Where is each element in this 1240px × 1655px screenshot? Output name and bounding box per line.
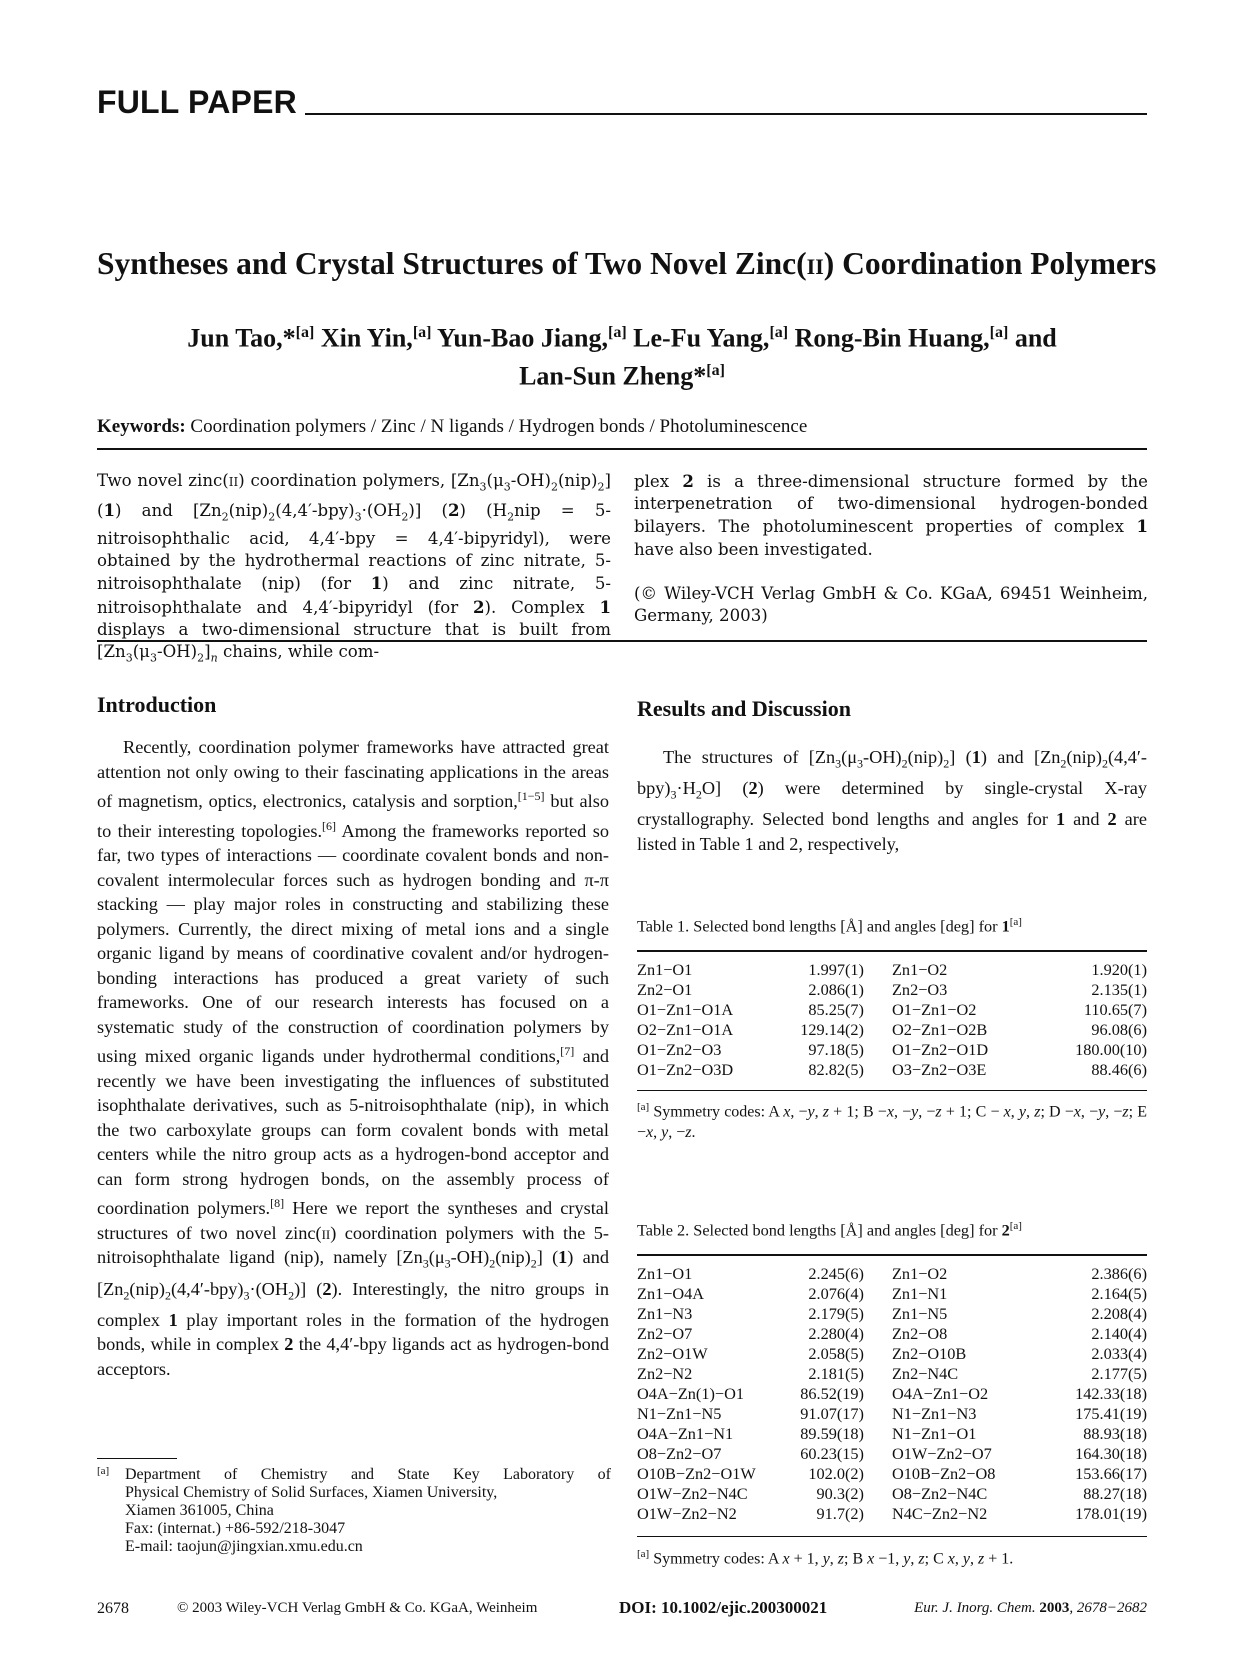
bond-value: 142.33(18) [1075, 1384, 1147, 1403]
bond-label: O10B−Zn2−O8 [891, 1464, 996, 1483]
bond-label: O1−Zn2−O3 [637, 1040, 722, 1059]
table-row [637, 1040, 1147, 1060]
bond-value: 91.07(17) [800, 1404, 864, 1423]
bond-value: 1.920(1) [1091, 960, 1147, 979]
table-row [637, 1444, 1147, 1464]
rule-top [97, 448, 1147, 450]
footnote-marker: [a] [97, 1465, 110, 1477]
bond-value: 129.14(2) [800, 1020, 864, 1039]
keywords [97, 416, 1147, 438]
keywords-text: Coordination polymers / Zinc / N ligands / Hydrogen bonds / Photoluminescence [190, 416, 808, 437]
bond-label: Zn2−O1 [637, 980, 693, 999]
table-row [637, 1284, 1147, 1304]
author-list [97, 317, 1147, 392]
bond-value: 2.179(5) [808, 1304, 864, 1323]
abstract-copyright: (© Wiley-VCH Verlag GmbH & Co. KGaA, 69451 Weinheim, Germany, 2003) [634, 583, 1148, 626]
table-row [637, 1424, 1147, 1444]
bond-value: 89.59(18) [800, 1424, 864, 1443]
table-row [637, 1464, 1147, 1484]
footnote-line-4: Fax: (internat.) +86-592/218-3047 [125, 1520, 346, 1537]
bond-label: Zn1−O1 [637, 1264, 693, 1283]
paper-title: Syntheses and Crystal Structures of Two Novel Zinc(ii) Coordination Polymers [97, 246, 1157, 281]
table2 [637, 1264, 1147, 1524]
bond-value: 2.386(6) [1091, 1264, 1147, 1283]
bond-label: O1W−Zn2−N2 [637, 1504, 737, 1523]
bond-label: Zn2−O8 [891, 1324, 948, 1343]
bond-value: 2.245(6) [808, 1264, 864, 1283]
bond-label: O1W−Zn2−N4C [637, 1484, 748, 1503]
bond-label: Zn1−O4A [637, 1284, 705, 1303]
table2-note: [a] Symmetry codes: A x + 1, y, z; B x −1, y, z; C x, y, z + 1. [637, 1548, 1014, 1568]
table-row [637, 1344, 1147, 1364]
bond-value: 97.18(5) [808, 1040, 864, 1059]
results-heading: Results and Discussion [637, 696, 851, 721]
bond-value: 180.00(10) [1075, 1040, 1147, 1059]
bond-value: 88.93(18) [1083, 1424, 1147, 1443]
doi-link[interactable]: DOI: 10.1002/ejic.200300021 [619, 1598, 828, 1617]
journal-citation: Eur. J. Inorg. Chem. 2003, 2678−2682 [914, 1600, 1147, 1616]
table2-rule-top [637, 1254, 1147, 1256]
running-header [97, 78, 1147, 118]
bond-value: 2.181(5) [808, 1364, 864, 1383]
bond-label: Zn1−O2 [891, 1264, 948, 1283]
bond-label: O8−Zn2−O7 [637, 1444, 722, 1463]
bond-value: 88.27(18) [1083, 1484, 1147, 1503]
table1-caption: Table 1. Selected bond lengths [Å] and angles [deg] for 1[a] [637, 916, 1022, 936]
bond-label: O4A−Zn1−N1 [637, 1424, 734, 1443]
abstract-col-1: Two novel zinc(ii) coordination polymers, $[Zn_3(\mu_3-OH)_2(nip)_2]$ (1) and $[Zn_2(nip)_2(4,4'-bpy)_3\cdot(OH_2)]$ (2) ($H_2nip$ = 5-nitroisophthalic acid, 4,4′-bpy = 4,4′-bipyridyl), were obtained by the hydrothermal reactions of zinc nitrate, 5-nitroisophthalate (nip) (for 1) and zinc nitrate, 5-nitroisophthalate and 4,4′-bipyridyl (for 2). Complex 1 displays a two-dimensional structure that is built from $[Zn_3(\mu_3-OH)_2]_n$ chains, while com- [97, 471, 612, 665]
bond-value: 2.280(4) [808, 1324, 864, 1343]
table-row [637, 1404, 1147, 1424]
bond-label: Zn2−N2 [637, 1364, 693, 1383]
section-label: FULL PAPER [97, 84, 297, 120]
table-row [637, 960, 1147, 980]
bond-label: Zn2−N4C [891, 1364, 959, 1383]
bond-label: Zn1−O2 [891, 960, 948, 979]
page-number: 2678 [97, 1600, 129, 1617]
table-row [637, 980, 1147, 1000]
bond-value: 2.177(5) [1091, 1364, 1147, 1383]
bond-label: Zn1−N3 [637, 1304, 693, 1323]
bond-value: 175.41(19) [1075, 1404, 1147, 1423]
bond-label: N1−Zn1−O1 [891, 1424, 977, 1443]
bond-label: O1−Zn2−O3D [637, 1060, 734, 1079]
abstract-col-2: plex 2 is a three-dimensional structure formed by the interpenetration of two-dimensional hydrogen-bonded bilayers. The photoluminescent properties of complex 1 have also been investigated. (© Wiley-VCH Verlag GmbH & Co. KGaA, 69451 Weinheim, Germany, 2003) [634, 470, 1148, 627]
introduction-heading: Introduction [97, 692, 217, 717]
table-row [637, 1060, 1147, 1080]
bond-value: 2.086(1) [808, 980, 864, 999]
table1-rule-top [637, 950, 1147, 952]
table2-rule-bottom [637, 1536, 1147, 1537]
bond-value: 85.25(7) [808, 1000, 864, 1019]
bond-label: O2−Zn1−O1A [637, 1020, 734, 1039]
footnote-line-1: Department of Chemistry and State Key Laboratory of [125, 1466, 611, 1483]
bond-value: 2.208(4) [1091, 1304, 1147, 1323]
table1-note: [a] Symmetry codes: A x, −y, z + 1; B −x, −y, −z + 1; C − x, y, z; D −x, −y, −z; E −x, y, −z. [637, 1101, 1148, 1142]
bond-label: O8−Zn2−N4C [891, 1484, 988, 1503]
footnote-email[interactable]: E-mail: taojun@jingxian.xmu.edu.cn [125, 1538, 363, 1555]
bond-value: 153.66(17) [1075, 1464, 1147, 1483]
table2-caption: Table 2. Selected bond lengths [Å] and angles [deg] for 2[a] [637, 1220, 1022, 1240]
bond-value: 90.3(2) [816, 1484, 864, 1503]
bond-value: 102.0(2) [808, 1464, 864, 1483]
header-rule [305, 113, 1147, 115]
bond-value: 82.82(5) [808, 1060, 864, 1079]
footnote-rule [97, 1458, 177, 1459]
table1 [637, 960, 1147, 1080]
bond-label: Zn1−O1 [637, 960, 693, 979]
bond-value: 178.01(19) [1075, 1504, 1147, 1523]
bond-value: 1.997(1) [808, 960, 864, 979]
bond-label: O2−Zn1−O2B [891, 1020, 988, 1039]
bond-label: Zn1−N1 [891, 1284, 948, 1303]
bond-value: 2.140(4) [1091, 1324, 1147, 1343]
bond-value: 110.65(7) [1083, 1000, 1147, 1019]
table-row [637, 1324, 1147, 1344]
affiliation-footnote [97, 1466, 611, 1556]
bond-value: 2.076(4) [808, 1284, 864, 1303]
table-row [637, 1264, 1147, 1284]
table-row [637, 1364, 1147, 1384]
footnote-line-3: Xiamen 361005, China [125, 1502, 274, 1519]
bond-value: 2.164(5) [1091, 1284, 1147, 1303]
bond-label: O3−Zn2−O3E [891, 1060, 987, 1079]
bond-label: Zn2−O3 [891, 980, 948, 999]
bond-value: 2.033(4) [1091, 1344, 1147, 1363]
bond-label: O1−Zn2−O1D [891, 1040, 989, 1059]
bond-label: O4A−Zn1−O2 [891, 1384, 989, 1403]
bond-label: N1−Zn1−N3 [891, 1404, 977, 1423]
rule-abstract [97, 640, 1147, 642]
bond-value: 91.7(2) [816, 1504, 864, 1523]
table-row [637, 1304, 1147, 1324]
author-line-2: Lan-Sun Zheng*[a] [519, 361, 725, 391]
bond-label: Zn2−O7 [637, 1324, 693, 1343]
bond-label: N4C−Zn2−N2 [891, 1504, 988, 1523]
table-row [637, 1384, 1147, 1404]
bond-value: 96.08(6) [1091, 1020, 1147, 1039]
table-row [637, 1000, 1147, 1020]
table-row [637, 1020, 1147, 1040]
bond-label: N1−Zn1−N5 [637, 1404, 722, 1423]
bond-label: Zn2−O10B [891, 1344, 967, 1363]
bond-label: Zn1−N5 [891, 1304, 948, 1323]
bond-value: 2.058(5) [808, 1344, 864, 1363]
bond-label: O1W−Zn2−O7 [891, 1444, 992, 1463]
results-text: The structures of $[Zn_3(\mu_3-OH)_2(nip)_2]$ (1) and $[Zn_2(nip)_2(4,4'-bpy)_3\cdot H_2O]$ (2) were determined by single-crystal X-ray crystallography. Selected bond lengths and angles for 1 and 2 are listed in Table 1 and 2, respectively, [637, 747, 1147, 854]
keywords-label: Keywords: [97, 416, 186, 437]
bond-label: O10B−Zn2−O1W [637, 1464, 756, 1483]
table1-rule-bottom [637, 1090, 1147, 1091]
bond-value: 60.23(15) [800, 1444, 864, 1463]
footer-copyright: © 2003 Wiley-VCH Verlag GmbH & Co. KGaA, Weinheim [177, 1600, 538, 1616]
introduction-text: Recently, coordination polymer frameworks have attracted great attention not only owing to their fascinating applications in the areas of magnetism, optics, electronics, catalysis and sorption,[1−5] but also to their interesting topologies.[6] Among the frameworks reported so far, two types of interactions — coordinate covalent bonds and non-covalent intermolecular forces such as hydrogen bonding and π-π stacking — play major roles in constructing and stabilizing these polymers. Currently, the direct mixing of metal ions and a single organic ligand by means of coordinative covalent and/or hydrogen-bonding interactions has produced a great variety of such frameworks. One of our research interests has focused on a systematic study of the construction of coordination polymers by using mixed organic ligands under hydrothermal conditions,[7] and recently we have been investigating the influences of substituted isophthalate derivatives, such as 5-nitroisophthalate (nip), in which the two carboxylate groups can form covalent bonds with metal centers while the nitro group acts as a hydrogen-bond acceptor and can form strong hydrogen bonds, on the assembly process of coordination polymers.[8] Here we report the syntheses and crystal structures of two novel zinc(ii) coordination polymers with the 5-nitroisophthalate ligand (nip), namely $[Zn_3(\mu_3-OH)_2(nip)_2]$ (1) and $[Zn_2(nip)_2(4,4'-bpy)_3\cdot(OH_2)]$ (2). Interestingly, the nitro groups in complex 1 play important roles in the formation of the hydrogen bonds, while in complex 2 the 4,4′-bpy ligands act as hydrogen-bond acceptors. [97, 737, 610, 1379]
bond-label: O1−Zn1−O2 [891, 1000, 977, 1019]
table-row [637, 1484, 1147, 1504]
bond-label: O4A−Zn(1)−O1 [637, 1384, 744, 1403]
bond-label: O1−Zn1−O1A [637, 1000, 734, 1019]
bond-value: 2.135(1) [1091, 980, 1147, 999]
bond-value: 88.46(6) [1091, 1060, 1147, 1079]
footnote-line-2: Physical Chemistry of Solid Surfaces, Xiamen University, [125, 1484, 498, 1501]
bond-value: 164.30(18) [1075, 1444, 1147, 1463]
author-line-1: Jun Tao,*[a] Xin Yin,[a] Yun-Bao Jiang,[a] Le-Fu Yang,[a] Rong-Bin Huang,[a] and [187, 323, 1057, 353]
table-row [637, 1504, 1147, 1524]
bond-value: 86.52(19) [800, 1384, 864, 1403]
bond-label: Zn2−O1W [637, 1344, 708, 1363]
